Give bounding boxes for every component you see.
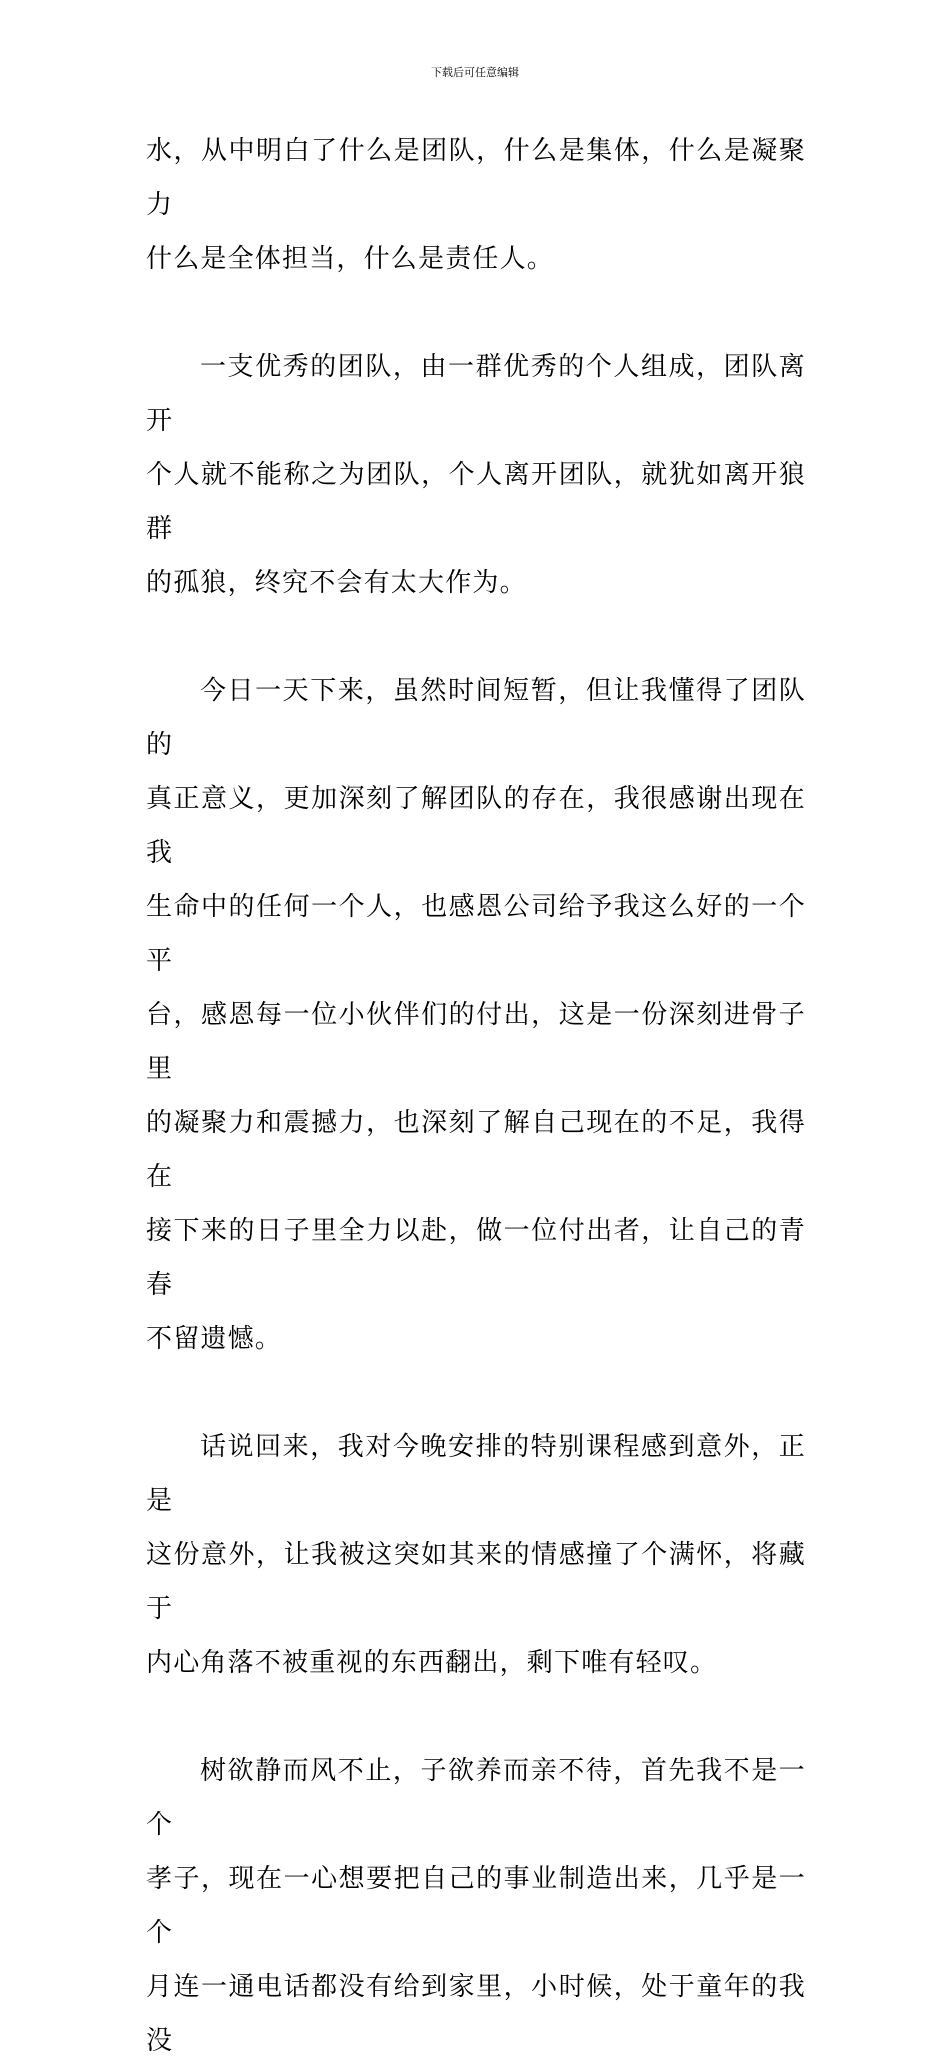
paragraph-line: 孝子，现在一心想要把自己的事业制造出来，几乎是一个 — [146, 1864, 806, 1948]
paragraph-line: 真正意义，更加深刻了解团队的存在，我很感谢出现在我 — [146, 784, 806, 868]
paragraph-line: 一支优秀的团队，由一群优秀的个人组成，团队离开 — [146, 352, 806, 436]
paragraph-1 — [146, 124, 806, 286]
paragraph-line: 的凝聚力和震撼力，也深刻了解自己现在的不足，我得在 — [146, 1108, 806, 1192]
paragraph-5 — [146, 1744, 806, 2068]
paragraph-line: 这份意外，让我被这突如其来的情感撞了个满怀，将藏于 — [146, 1540, 806, 1624]
paragraph-4 — [146, 1420, 806, 1690]
paragraph-line: 生命中的任何一个人，也感恩公司给予我这么好的一个平 — [146, 892, 806, 976]
paragraph-3 — [146, 664, 806, 1366]
paragraph-line: 今日一天下来，虽然时间短暂，但让我懂得了团队的 — [146, 676, 806, 760]
paragraph-line: 内心角落不被重视的东西翻出，剩下唯有轻叹。 — [146, 1648, 718, 1678]
paragraph-line: 树欲静而风不止，子欲养而亲不待，首先我不是一个 — [146, 1756, 806, 1840]
document-body — [146, 124, 806, 2068]
paragraph-line: 话说回来，我对今晚安排的特别课程感到意外，正是 — [146, 1432, 806, 1516]
paragraph-line: 什么是全体担当，什么是责任人。 — [146, 244, 555, 274]
paragraph-line: 水，从中明白了什么是团队，什么是集体，什么是凝聚力 — [146, 136, 806, 220]
paragraph-line: 的孤狼，终究不会有太大作为。 — [146, 568, 527, 598]
paragraph-line: 台，感恩每一位小伙伴们的付出，这是一份深刻进骨子里 — [146, 1000, 806, 1084]
paragraph-line: 不留遗憾。 — [146, 1324, 283, 1354]
paragraph-line: 个人就不能称之为团队，个人离开团队，就犹如离开狼群 — [146, 460, 806, 544]
page-header: 下载后可任意编辑 — [431, 66, 519, 79]
paragraph-2 — [146, 340, 806, 610]
paragraph-line: 接下来的日子里全力以赴，做一位付出者，让自己的青春 — [146, 1216, 806, 1300]
paragraph-line: 月连一通电话都没有给到家里，小时候，处于童年的我没 — [146, 1972, 806, 2056]
